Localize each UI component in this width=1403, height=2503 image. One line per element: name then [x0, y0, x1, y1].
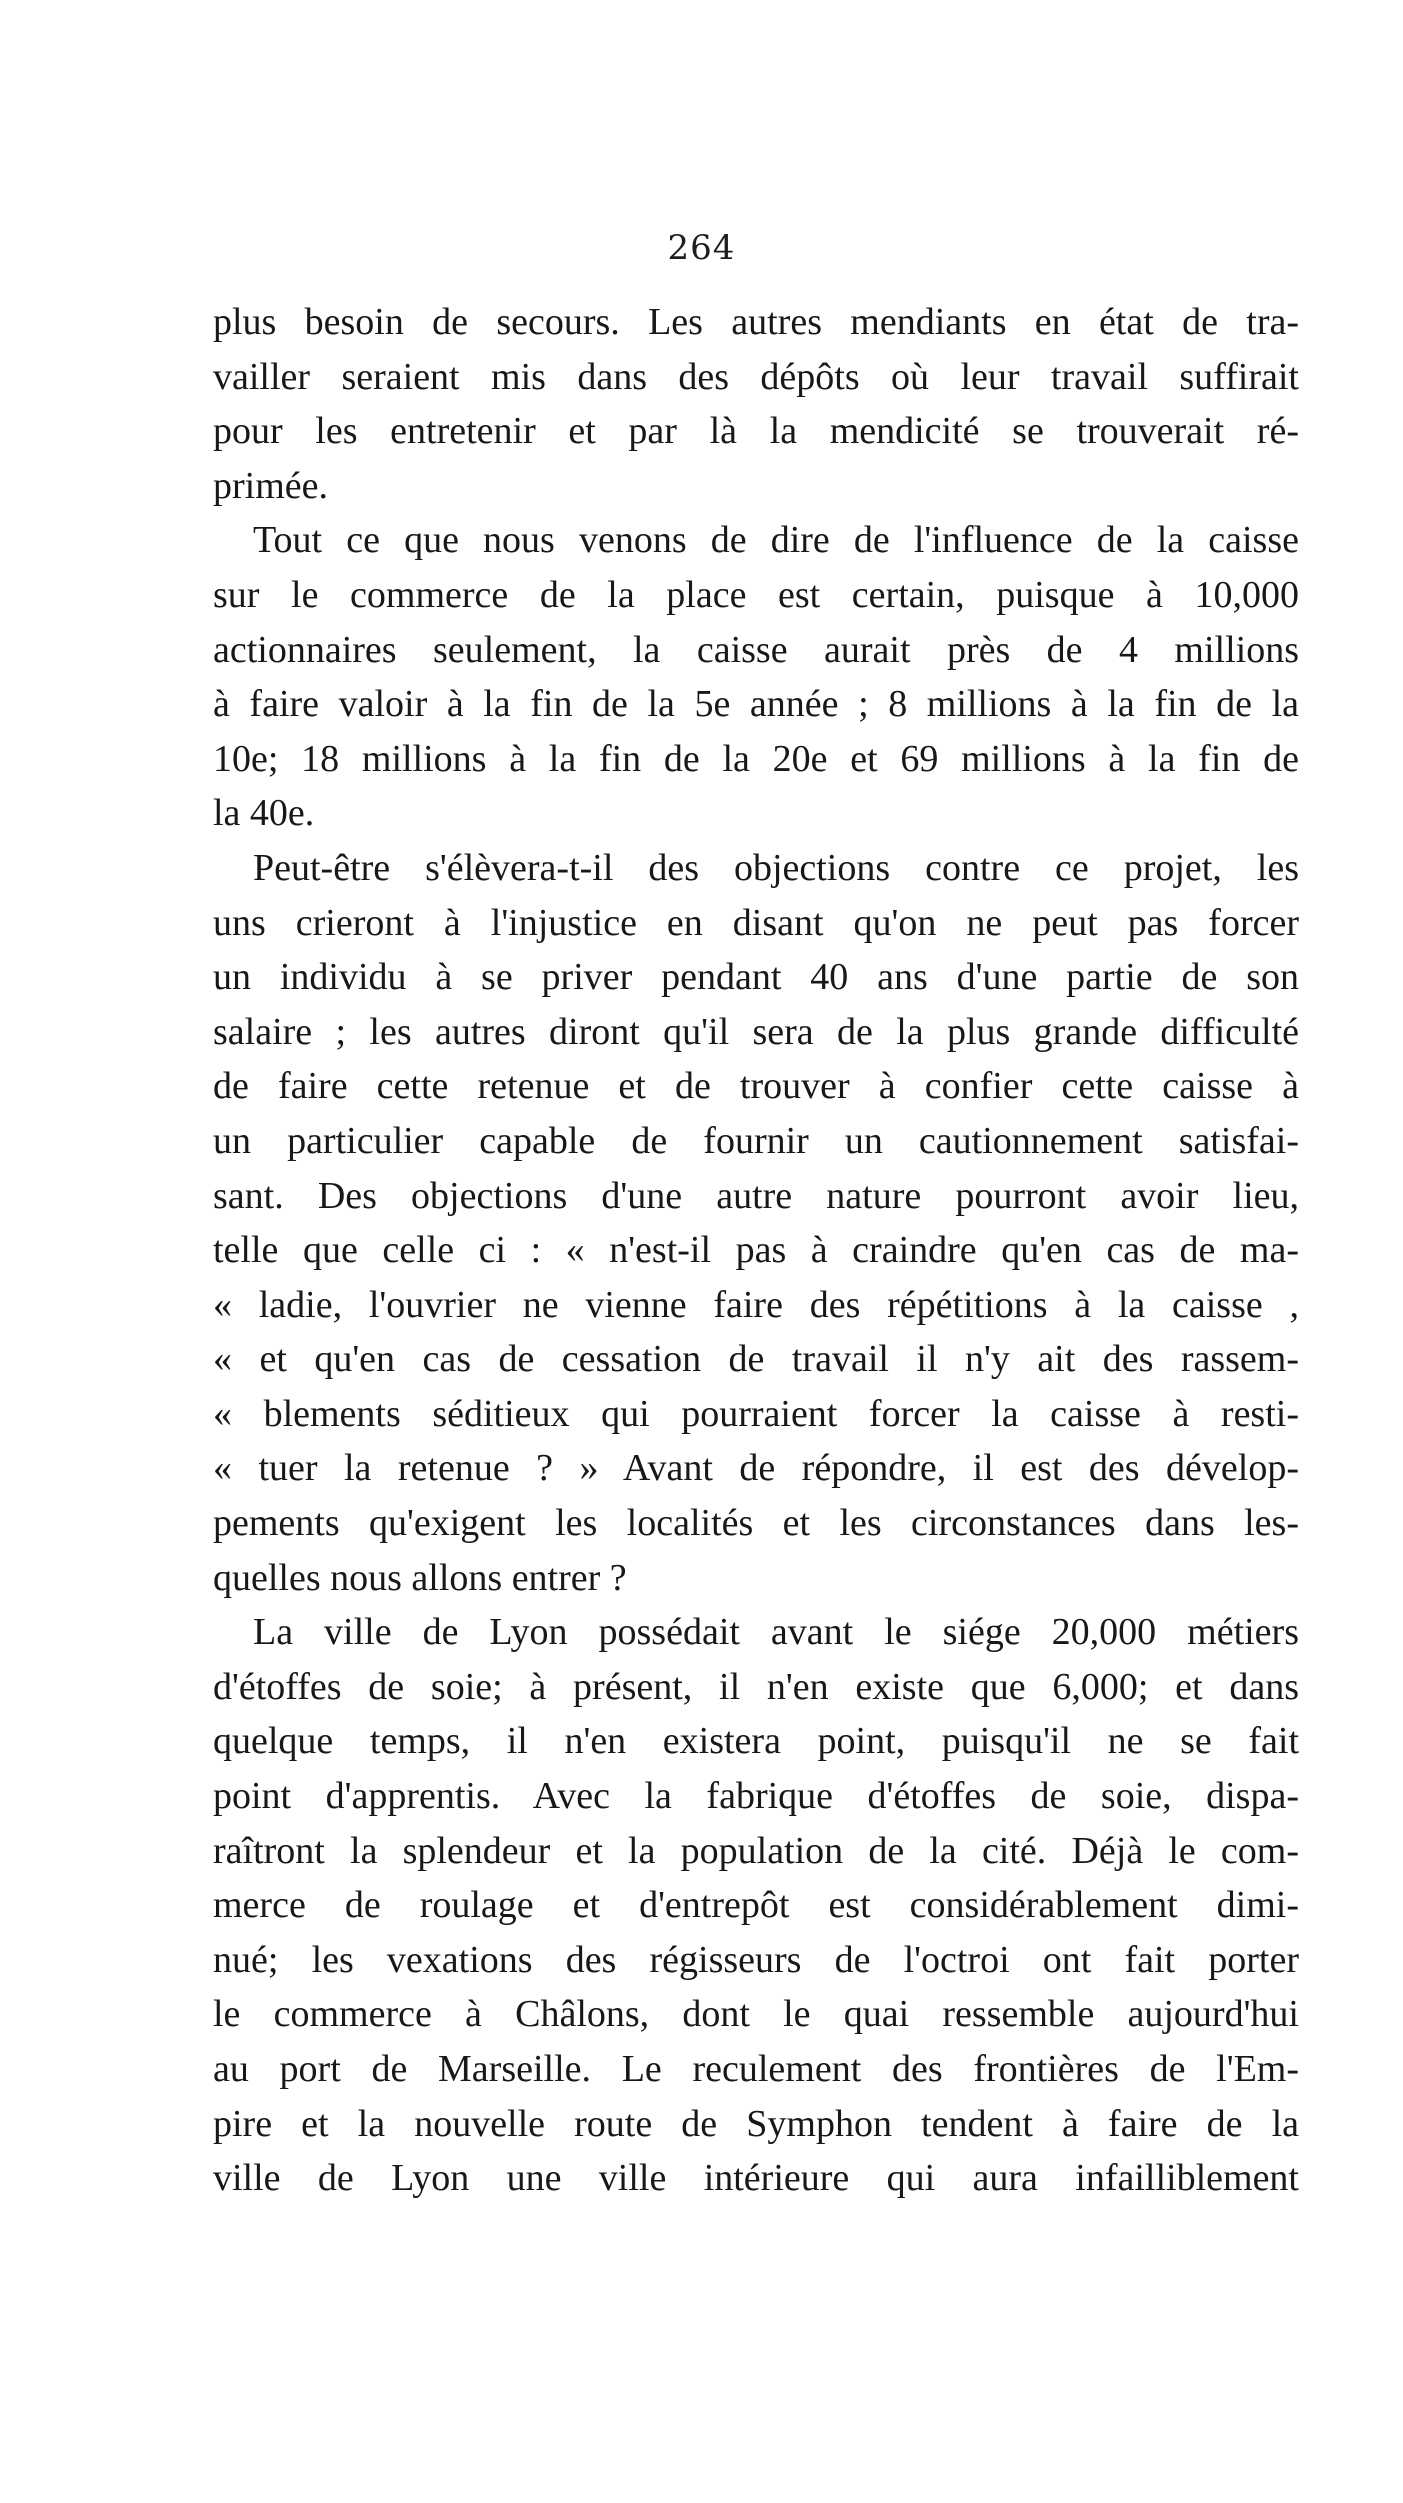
text-line: quelque temps, il n'en existera point, puisqu'il ne se fait [213, 1720, 1299, 1763]
text-line: ville de Lyon une ville intérieure qui aura infailliblement [213, 2157, 1299, 2200]
text-line: sur le commerce de la place est certain, puisque à 10,000 [213, 573, 1299, 616]
text-line: pements qu'exigent les localités et les circonstances dans les- [213, 1502, 1299, 1545]
text-line: « tuer la retenue ? » Avant de répondre, il est des dévelop- [213, 1447, 1299, 1490]
text-line: La ville de Lyon possédait avant le siége 20,000 métiers [253, 1611, 1299, 1654]
text-line: quelles nous allons entrer ? [213, 1556, 627, 1599]
text-line: primée. [213, 464, 329, 507]
text-line: de faire cette retenue et de trouver à confier cette caisse à [213, 1065, 1299, 1108]
text-line: 10e; 18 millions à la fin de la 20e et 69 millions à la fin de [213, 737, 1299, 780]
text-line: le commerce à Châlons, dont le quai ressemble aujourd'hui [213, 1993, 1299, 2036]
text-line: « ladie, l'ouvrier ne vienne faire des répétitions à la caisse , [213, 1283, 1299, 1326]
text-line: actionnaires seulement, la caisse aurait près de 4 millions [213, 628, 1299, 671]
text-line: plus besoin de secours. Les autres mendiants en état de tra- [213, 301, 1299, 343]
text-line: pour les entretenir et par là la mendicité se trouverait ré- [213, 410, 1299, 453]
text-line: la 40e. [213, 792, 315, 835]
paragraph-2 [213, 513, 1299, 841]
text-line: telle que celle ci : « n'est-il pas à craindre qu'en cas de ma- [213, 1229, 1299, 1272]
text-line: vailler seraient mis dans des dépôts où leur travail suffirait [213, 355, 1299, 398]
page-number: 264 [667, 228, 736, 268]
text-line: salaire ; les autres diront qu'il sera de la plus grande difficulté [213, 1010, 1299, 1053]
text-line: nué; les vexations des régisseurs de l'octroi ont fait porter [213, 1938, 1299, 1981]
text-line: d'étoffes de soie; à présent, il n'en existe que 6,000; et dans [213, 1665, 1299, 1708]
paragraph-4 [213, 1605, 1299, 2206]
text-line: un particulier capable de fournir un cautionnement satisfai- [213, 1119, 1299, 1162]
text-line: uns crieront à l'injustice en disant qu'on ne peut pas forcer [213, 901, 1299, 944]
text-line: point d'apprentis. Avec la fabrique d'étoffes de soie, dispa- [213, 1775, 1299, 1818]
text-line: pire et la nouvelle route de Symphon tendent à faire de la [213, 2102, 1299, 2145]
text-line: merce de roulage et d'entrepôt est considérablement dimi- [213, 1884, 1299, 1927]
text-line: un individu à se priver pendant 40 ans d'une partie de son [213, 956, 1299, 999]
text-line: Tout ce que nous venons de dire de l'influence de la caisse [253, 519, 1299, 562]
text-line: raîtront la splendeur et la population de la cité. Déjà le com- [213, 1829, 1299, 1872]
text-line: Peut-être s'élèvera-t-il des objections contre ce projet, les [253, 846, 1299, 889]
paragraph-3 [213, 841, 1299, 1605]
text-line: « blements séditieux qui pourraient forcer la caisse à resti- [213, 1392, 1299, 1435]
body-text [213, 295, 1299, 2206]
text-line: à faire valoir à la fin de la 5e année ; 8 millions à la fin de la [213, 683, 1299, 726]
text-line: au port de Marseille. Le reculement des frontières de l'Em- [213, 2048, 1299, 2090]
paragraph-1 [213, 295, 1299, 513]
text-line: sant. Des objections d'une autre nature pourront avoir lieu, [213, 1174, 1299, 1217]
text-line: « et qu'en cas de cessation de travail il n'y ait des rassem- [213, 1338, 1299, 1381]
